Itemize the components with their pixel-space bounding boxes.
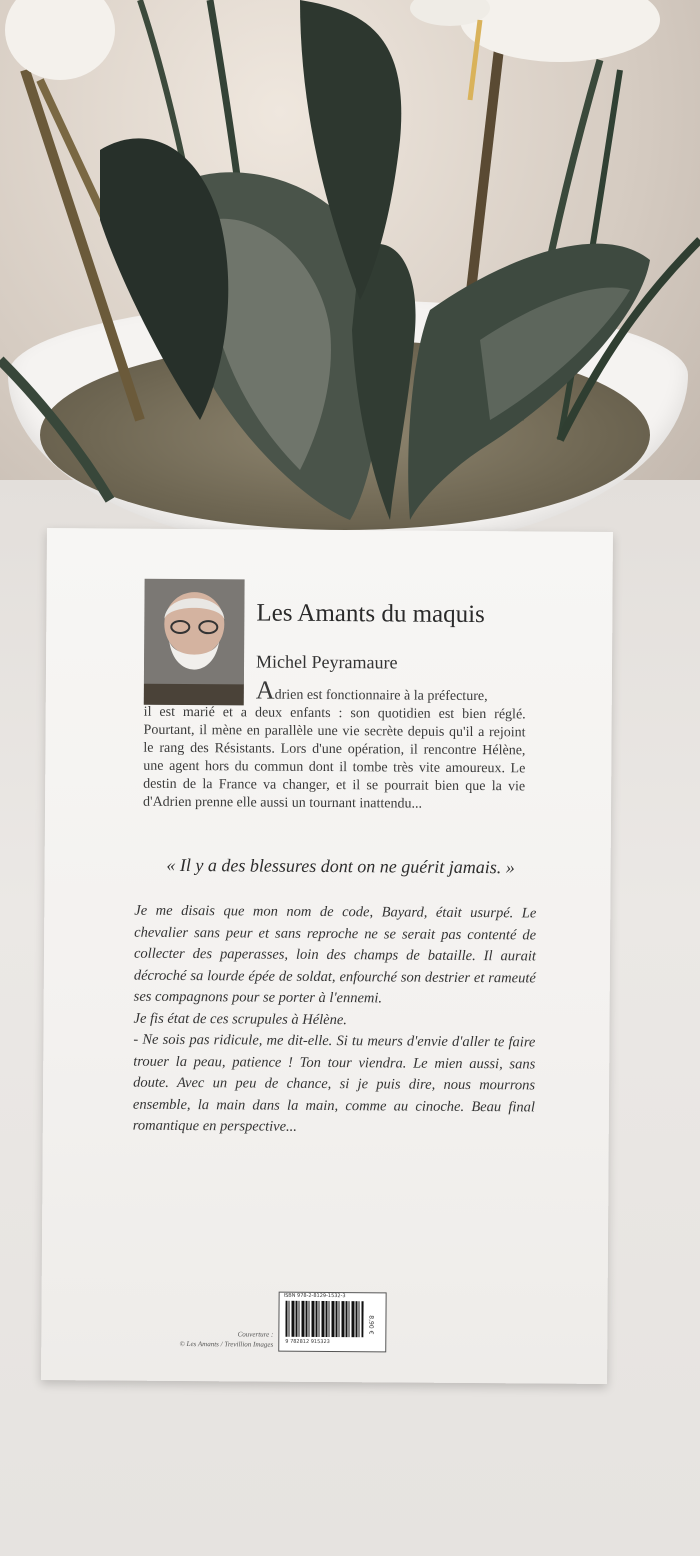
excerpt-paragraph: Je me disais que mon nom de code, Bayard, était usurpé. Le chevalier sans peur et sans reproche ne se serait pas contenté de collecter des paperasses, loin des champs de bataille. Il aurait décroché sa lourde épée de soldat, enfourché son destrier et rameuté ses compagnons pour se porter à l'ennemi.	[133, 902, 537, 1007]
credit-text: © Les Amants / Trevillion Images	[179, 1339, 274, 1349]
barcode-number: 9 782812 915323	[285, 1338, 330, 1346]
orchid-plant	[0, 0, 700, 560]
drop-cap: A	[255, 675, 275, 705]
credit-label: Couverture :	[237, 1330, 274, 1339]
tagline-quote: « Il y a des blessures dont on ne guérit jamais. »	[166, 854, 515, 878]
cover-credit	[151, 1329, 273, 1350]
book-synopsis	[143, 675, 526, 815]
barcode	[278, 1292, 386, 1353]
grass-blade	[0, 360, 110, 500]
isbn-text: ISBN 978-2-8129-1532-3	[283, 1292, 346, 1300]
orchid-flower	[460, 0, 660, 62]
book-back-cover	[41, 528, 613, 1384]
barcode-bars-icon	[285, 1301, 363, 1338]
orchid-flower	[5, 0, 115, 80]
book-author: Michel Peyramaure	[255, 651, 398, 673]
excerpt-paragraph: - Ne sois pas ridicule, me dit-elle. Si tu meurs d'envie d'aller te faire trouer la peau, patience ! Ton tour viendra. Le mien aussi, sans doute. Avec un peu de chance, si je puis dire, nous mourrons ensemble, la main dans la main, comme au cinoche. Beau final romantique en perspective...	[132, 1031, 536, 1135]
book-excerpt	[133, 901, 537, 1140]
synopsis-first-line: Adrien est fonctionnaire à la préfecture,	[255, 675, 488, 705]
book-title: Les Amants du maquis	[256, 599, 485, 629]
synopsis-body: il est marié et a deux enfants : son quotidien est bien réglé. Pourtant, il mène en parallèle une vie secrète depuis qu'il a rejoint le rang des Résistants. Lors d'une opération, il rencontre Hélène, une agent hors du commun dont il tombe très vite amoureux. Le destin de la France va changer, et il se pourrait bien que la vie d'Adrien prenne elle aussi un tournant inattendu...	[143, 704, 526, 812]
excerpt-paragraph: Je fis état de ces scrupules à Hélène.	[133, 1010, 348, 1028]
price-label: 8,90 €	[367, 1315, 375, 1335]
